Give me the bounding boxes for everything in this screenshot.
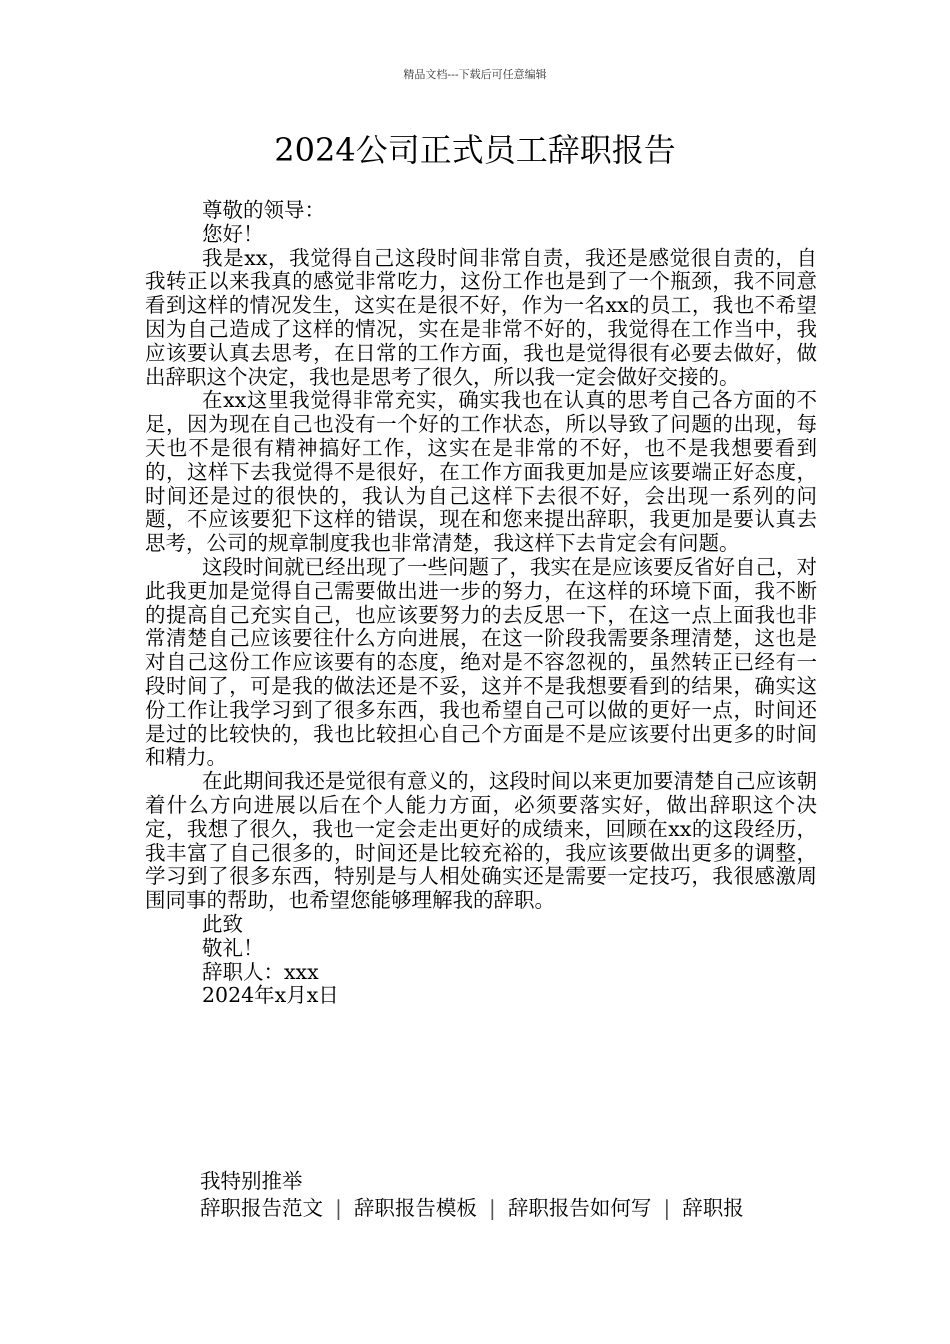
document-title: 2024公司正式员工辞职报告 [274,131,676,169]
recommend-link[interactable]: 辞职报告模板 [353,1196,477,1220]
recommend-label: 我特别推举 [200,1169,303,1193]
paragraph-4 [145,770,817,913]
closing-line-1: 此致 [202,911,243,936]
paragraph-3 [145,556,817,770]
paragraph-3-text: 这段时间就已经出现了一些问题了，我实在是应该要反省好自己，对此我更加是觉得自己需要做出进一步的努力，在这样的环境下面，我不断的提高自己充实自己，也应该要努力的去反思一下，在这一点上面我也非常清楚自己应该要往什么方向进展，在这一阶段我需要条理清楚，这也是对自己这份工作应该要有的态度，绝对是不容忽视的，虽然转正已经有一段时间了，可是我的做法还是不妥，这并不是我想要看到的结果，确实这份工作让我学习到了很多东西，我也希望自己可以做的更好一点，时间还是过的比较快的，我也比较担心自己个方面是不是应该要付出更多的时间和精力。 [145,554,817,770]
greeting: 您好！ [202,221,264,246]
salutation: 尊敬的领导： [202,198,325,222]
letter-body [145,199,817,1008]
recommend-links [200,1195,950,1221]
paragraph-2 [145,389,817,556]
recommend-link[interactable]: 辞职报告范文 [200,1196,323,1220]
date: 2024年x月x日 [202,983,339,1008]
closing-line-2: 敬礼！ [202,935,264,960]
paragraph-1 [145,247,817,390]
link-separator: | [488,1196,496,1220]
paragraph-1-text: 我是xx，我觉得自己这段时间非常自责，我还是感觉很自责的，自我转正以来我真的感觉非常吃力，这份工作也是到了一个瓶颈，我不同意看到这样的情况发生，这实在是很不好，作为一名xx的员工，我也不希望因为自己造成了这样的情况，实在是非常不好的，我觉得在工作当中，我应该要认真去思考，在日常的工作方面，我也是觉得很有必要去做好，做出辞职这个决定，我也是思考了很久，所以我一定会做好交接的。 [145,245,817,389]
link-separator: | [663,1196,671,1220]
paragraph-2-text: 在xx这里我觉得非常充实，确实我也在认真的思考自己各方面的不足，因为现在自己也没有一个好的工作状态，所以导致了问题的出现，每天也不是很有精神搞好工作，这实在是非常的不好，也不是我想要看到的，这样下去我觉得不是很好，在工作方面我更加是应该要端正好态度，时间还是过的很快的，我认为自己这样下去很不好，会出现一系列的问题，不应该要犯下这样的错误，现在和您来提出辞职，我更加是要认真去思考，公司的规章制度我也非常清楚，我这样下去肯定会有问题。 [145,388,817,556]
recommend-link[interactable]: 辞职报告如何写 [507,1196,652,1220]
header-note: 精品文档---下载后可任意编辑 [403,68,547,81]
paragraph-4-text: 在此期间我还是觉很有意义的，这段时间以来更加要清楚自己应该朝着什么方向进展以后在个人能力方面，必须要落实好，做出辞职这个决定，我想了很久，我也一定会走出更好的成绩来，回顾在xx的这段经历，我丰富了自己很多的，时间还是比较充裕的，我应该要做出更多的调整，学习到了很多东西，特别是与人相处确实还是需要一定技巧，我很感激周围同事的帮助，也希望您能够理解我的辞职。 [145,769,817,913]
link-separator: | [335,1196,342,1220]
signature: 辞职人：xxx [202,959,319,984]
recommend-link[interactable]: 辞职报 [682,1196,744,1220]
